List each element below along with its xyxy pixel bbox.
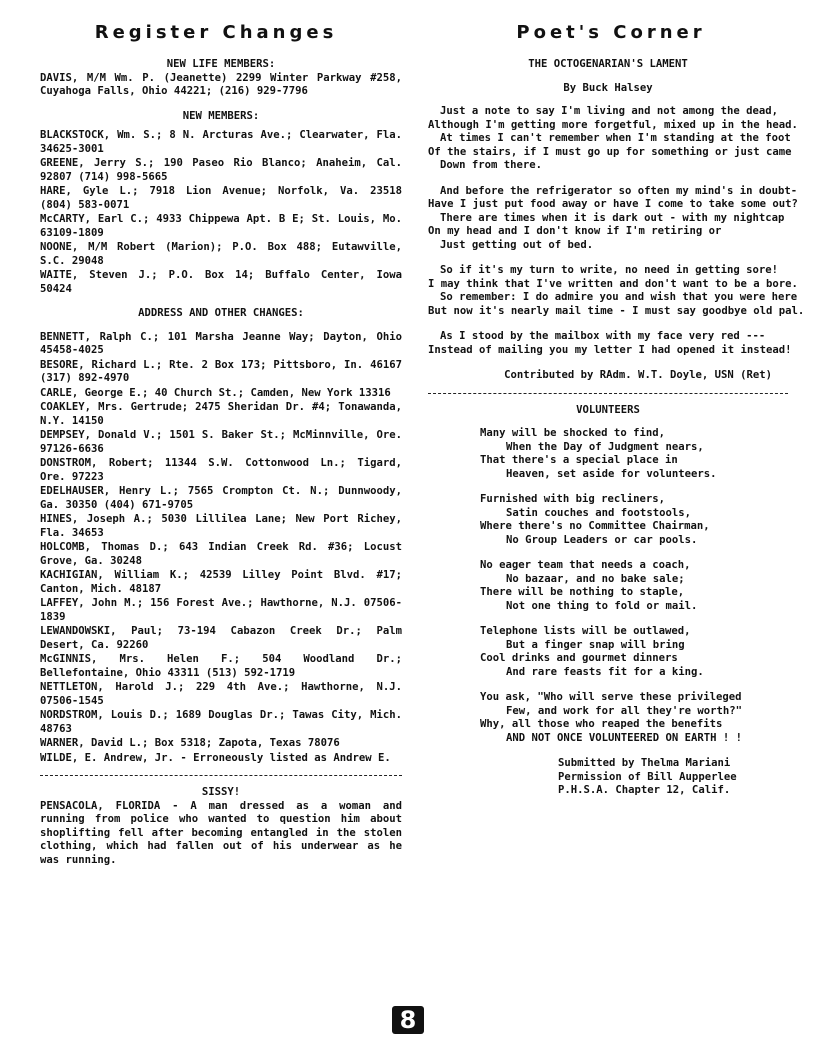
divider <box>40 775 402 776</box>
register-column <box>40 58 402 868</box>
register-entry: NETTLETON, Harold J.; 229 4th Ave.; Hawthorne, N.J. 07506-1545 <box>40 681 402 707</box>
poem-line: AND NOT ONCE VOLUNTEERED ON EARTH ! ! <box>506 731 742 744</box>
poem-line: Cool drinks and gourmet dinners <box>480 652 678 664</box>
poem-author: By Buck Halsey <box>563 81 653 94</box>
poem-line: Heaven, set aside for volunteers. <box>506 467 717 480</box>
poem-line: No bazaar, and no bake sale; <box>506 572 685 585</box>
register-entry: COAKLEY, Mrs. Gertrude; 2475 Sheridan Dr. #4; Tonawanda, N.Y. 14150 <box>40 401 402 427</box>
poem-line: So if it's my turn to write, no need in getting sore! <box>440 264 779 276</box>
stanza <box>428 625 788 679</box>
register-entry: DAVIS, M/M Wm. P. (Jeanette) 2299 Winter Parkway #258, Cuyahoga Falls, Ohio 44221; (216) 929-7796 <box>40 71 402 97</box>
register-entry: BESORE, Richard L.; Rte. 2 Box 173; Pittsboro, In. 46167 (317) 892-4970 <box>40 358 402 384</box>
register-entry: LEWANDOWSKI, Paul; 73-194 Cabazon Creek Dr.; Palm Desert, Ca. 92260 <box>40 625 402 651</box>
poem-line: As I stood by the mailbox with my face very red --- <box>440 330 766 342</box>
poem-body <box>428 105 805 357</box>
poem-line: No Group Leaders or car pools. <box>506 533 698 546</box>
address-changes-list <box>40 331 402 766</box>
register-entry: KACHIGIAN, William K.; 42539 Lilley Point Blvd. #17; Canton, Mich. 48187 <box>40 569 402 595</box>
poem-line: Just a note to say I'm living and not among the dead, <box>440 105 779 117</box>
register-entry: NOONE, M/M Robert (Marion); P.O. Box 488; Eutawville, S.C. 29048 <box>40 241 402 267</box>
poem-line: And rare feasts fit for a king. <box>506 665 704 678</box>
register-entry: CARLE, George E.; 40 Church St.; Camden, New York 13316 <box>40 386 391 399</box>
volunteers-poem-body <box>428 427 788 745</box>
stanza <box>428 691 788 745</box>
submitted-line: P.H.S.A. Chapter 12, Calif. <box>558 784 731 796</box>
volunteers-title: VOLUNTEERS <box>576 403 640 416</box>
new-members-title: NEW MEMBERS: <box>182 109 260 122</box>
register-entry: BENNETT, Ralph C.; 101 Marsha Jeanne Way; Dayton, Ohio 45458-4025 <box>40 330 402 356</box>
poem-line: There will be nothing to staple, <box>480 586 685 598</box>
poem-line: Where there's no Committee Chairman, <box>480 520 710 532</box>
sissy-article: PENSACOLA, FLORIDA - A man dressed as a woman and running from police who wanted to question him about shoplifting fell after becoming entangled in the stolen clothing, which had fallen out of his underwear as he was running. <box>40 799 402 866</box>
stanza <box>428 493 788 547</box>
stanza <box>428 184 798 253</box>
register-entry: GREENE, Jerry S.; 190 Paseo Rio Blanco; Anaheim, Cal. 92807 (714) 998-5665 <box>40 157 402 183</box>
poem-line: There are times when it is dark out - with my nightcap <box>440 211 785 224</box>
new-life-list <box>40 72 402 99</box>
poem-line: Telephone lists will be outlawed, <box>480 625 691 637</box>
address-changes-title: ADDRESS AND OTHER CHANGES: <box>138 307 304 319</box>
poem-line: Why, all those who reaped the benefits <box>480 718 723 730</box>
stanza <box>428 264 805 318</box>
poem-line: No eager team that needs a coach, <box>480 559 691 571</box>
poem-credit: Contributed by RAdm. W.T. Doyle, USN (Ret) <box>504 369 772 381</box>
page-number: 8 <box>392 1006 424 1034</box>
poem-line: Of the stairs, if I must go up for something or just came <box>428 145 792 158</box>
poem-line: Have I just put food away or have I come to take some out? <box>428 198 798 210</box>
submitted-line: Permission of Bill Aupperlee <box>558 770 737 783</box>
sissy-title: SISSY! <box>201 786 241 798</box>
stanza <box>428 559 788 613</box>
register-entry: McCARTY, Earl C.; 4933 Chippewa Apt. B E; St. Louis, Mo. 63109-1809 <box>40 213 402 239</box>
register-entry: HARE, Gyle L.; 7918 Lion Avenue; Norfolk, Va. 23518 (804) 583-0071 <box>40 185 402 211</box>
poem-line: When the Day of Judgment nears, <box>506 440 704 453</box>
new-members-list <box>40 129 402 296</box>
poem-title: THE OCTOGENARIAN'S LAMENT <box>528 58 688 70</box>
poem-line: Instead of mailing you my letter I had opened it instead! <box>428 343 792 356</box>
register-entry: LAFFEY, John M.; 156 Forest Ave.; Hawthorne, N.J. 07506-1839 <box>40 597 402 623</box>
register-entry: HINES, Joseph A.; 5030 Lillilea Lane; New Port Richey, Fla. 34653 <box>40 513 402 539</box>
register-entry: NORDSTROM, Louis D.; 1689 Douglas Dr.; Tawas City, Mich. 48763 <box>40 709 402 735</box>
poem-line: Just getting out of bed. <box>440 238 594 251</box>
register-entry: BLACKSTOCK, Wm. S.; 8 N. Arcturas Ave.; Clearwater, Fla. 34625-3001 <box>40 129 402 155</box>
poem-line: Few, and work for all they're worth?" <box>506 704 742 717</box>
register-entry: WARNER, David L.; Box 5318; Zapota, Texas 78076 <box>40 737 340 749</box>
poem-line: Although I'm getting more forgetful, mixed up in the head. <box>428 118 798 131</box>
poets-corner-column <box>428 58 805 798</box>
poem-line: So remember: I do admire you and wish that you were here <box>440 291 798 303</box>
volunteers-credit <box>428 757 788 798</box>
poem-line: You ask, "Who will serve these privileged <box>480 691 742 703</box>
register-entry: HOLCOMB, Thomas D.; 643 Indian Creek Rd. #36; Locust Grove, Ga. 30248 <box>40 541 402 567</box>
new-life-members-title: NEW LIFE MEMBERS: <box>166 58 276 70</box>
poem-line: Satin couches and footstools, <box>506 506 691 519</box>
poem-line: And before the refrigerator so often my mind's in doubt- <box>440 184 798 197</box>
poem-line: But now it's nearly mail time - I must say goodbye old pal. <box>428 304 805 317</box>
stanza <box>428 427 788 481</box>
poem-line: Down from there. <box>440 159 543 171</box>
register-entry: DEMPSEY, Donald V.; 1501 S. Baker St.; McMinnville, Ore. 97126-6636 <box>40 429 402 455</box>
register-entry: WILDE, E. Andrew, Jr. - Erroneously listed as Andrew E. <box>40 751 391 764</box>
poem-line: Many will be shocked to find, <box>480 427 665 439</box>
poem-line: Not one thing to fold or mail. <box>506 599 698 612</box>
poem-line: I may think that I've written and don't want to be a bore. <box>428 277 798 290</box>
register-changes-header: Register Changes <box>94 22 338 43</box>
stanza <box>428 105 798 173</box>
stanza <box>428 330 792 357</box>
submitted-line: Submitted by Thelma Mariani <box>558 757 731 769</box>
poem-line: Furnished with big recliners, <box>480 493 665 505</box>
register-entry: EDELHAUSER, Henry L.; 7565 Crompton Ct. N.; Dunnwoody, Ga. 30350 (404) 671-9705 <box>40 485 402 511</box>
divider <box>428 393 788 394</box>
poem-line: But a finger snap will bring <box>506 638 685 651</box>
poets-corner-header: Poet's Corner <box>516 22 706 43</box>
register-entry: DONSTROM, Robert; 11344 S.W. Cottonwood Ln.; Tigard, Ore. 97223 <box>40 457 402 483</box>
poem-line: That there's a special place in <box>480 454 678 466</box>
poem-line: On my head and I don't know if I'm retiring or <box>428 225 722 237</box>
register-entry: McGINNIS, Mrs. Helen F.; 504 Woodland Dr.; Bellefontaine, Ohio 43311 (513) 592-1719 <box>40 653 402 679</box>
poem-line: At times I can't remember when I'm standing at the foot <box>440 132 791 144</box>
register-entry: WAITE, Steven J.; P.O. Box 14; Buffalo Center, Iowa 50424 <box>40 269 402 295</box>
